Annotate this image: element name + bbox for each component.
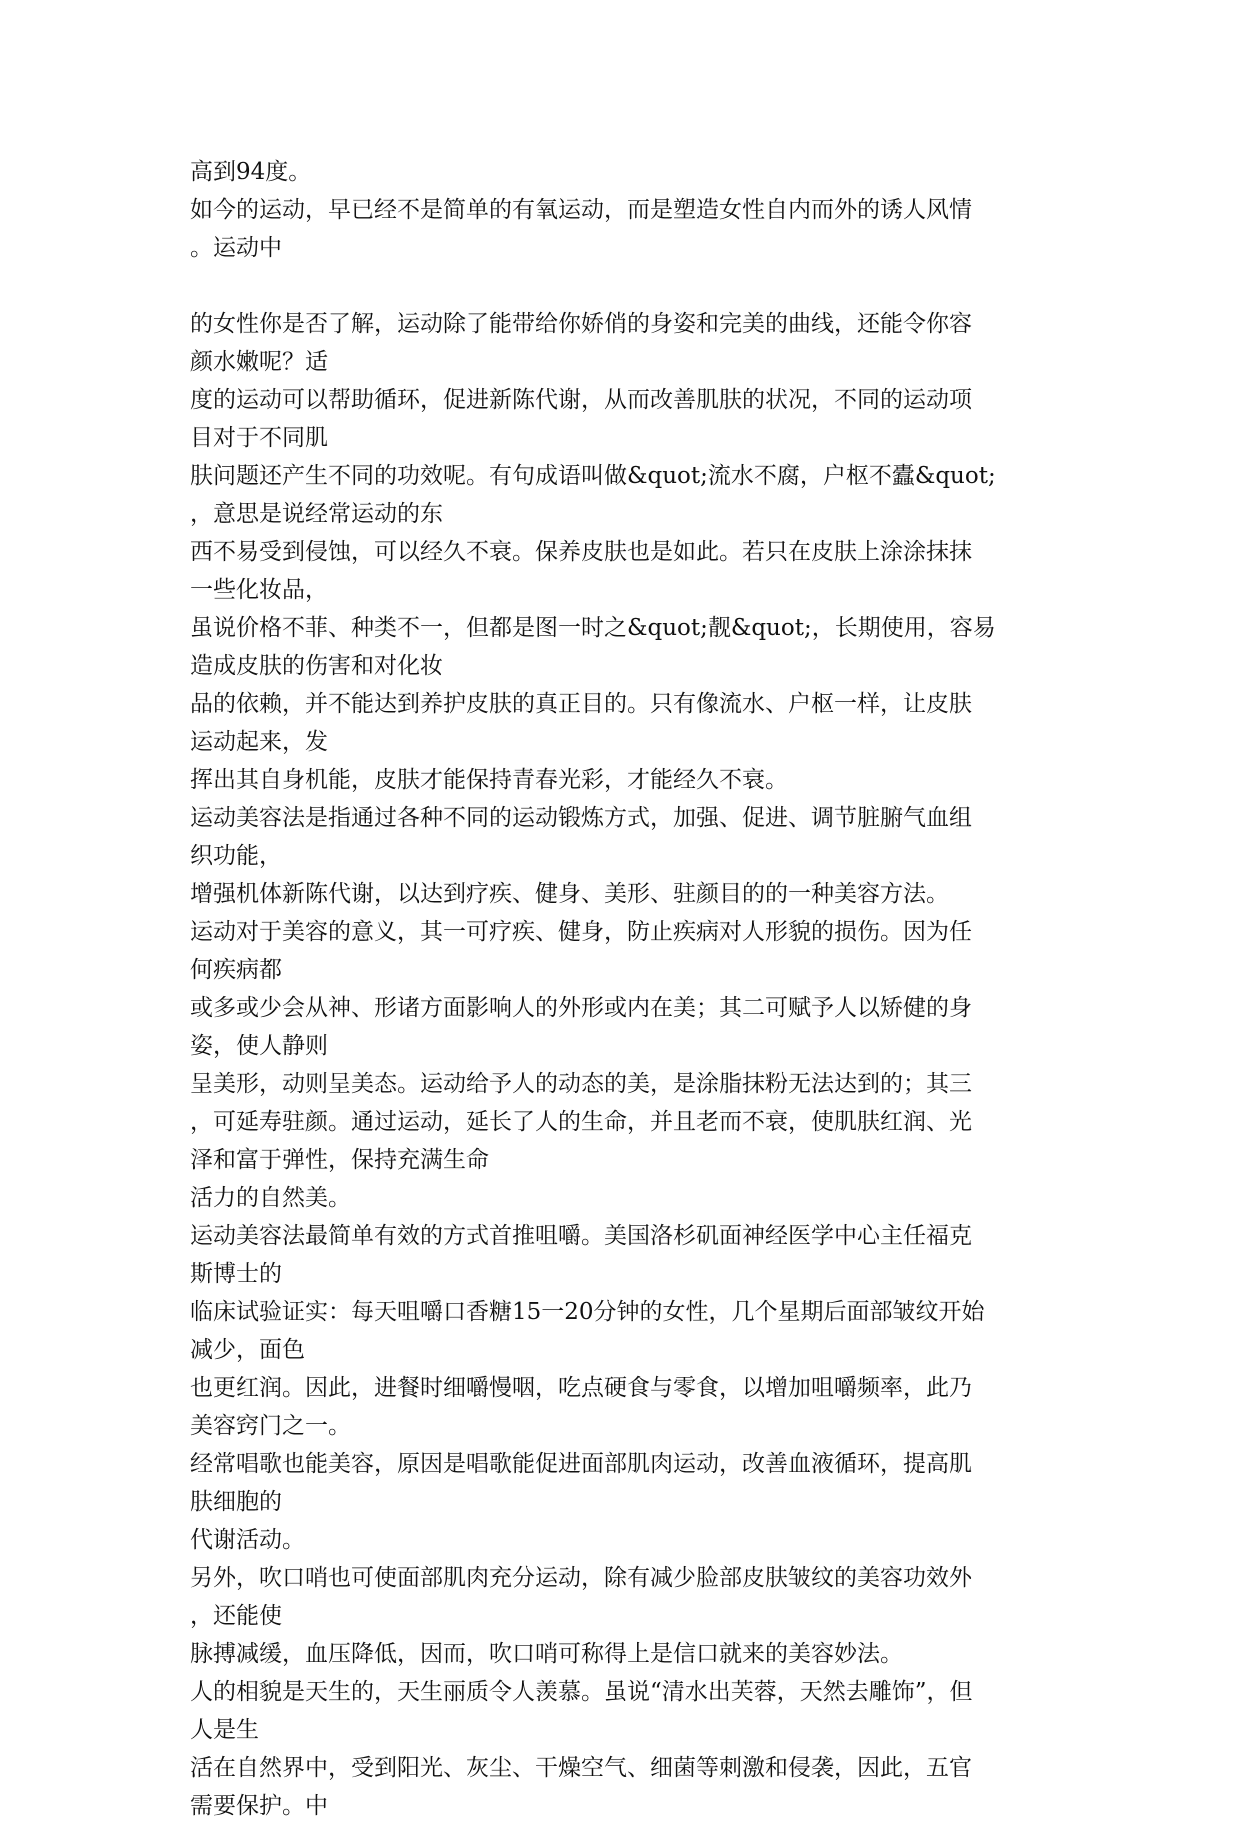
text-line: 造成皮肤的伤害和对化妆: [190, 653, 443, 679]
text-line: 。运动中: [190, 235, 282, 261]
text-line: 运动起来，发: [190, 729, 328, 755]
text-line: 脉搏减缓，血压降低，因而，吹口哨可称得上是信口就来的美容妙法。: [190, 1641, 903, 1667]
text-line: 另外，吹口哨也可使面部肌肉充分运动，除有减少脸部皮肤皱纹的美容功效外: [190, 1565, 972, 1591]
text-line: 也更红润。因此，进餐时细嚼慢咽，吃点硬食与零食，以增加咀嚼频率，此乃: [190, 1375, 972, 1401]
text-line: 一些化妆品，: [190, 577, 328, 603]
text-line: 品的依赖，并不能达到养护皮肤的真正目的。只有像流水、户枢一样，让皮肤: [190, 691, 972, 717]
text-line: ，可延寿驻颜。通过运动，延长了人的生命，并且老而不衰，使肌肤红润、光: [190, 1109, 972, 1135]
text-line: 高到94度。: [190, 159, 312, 185]
text-line: 如今的运动，早已经不是简单的有氧运动，而是塑造女性自内而外的诱人风情: [190, 197, 972, 223]
text-line: 西不易受到侵蚀，可以经久不衰。保养皮肤也是如此。若只在皮肤上涂涂抹抹: [190, 539, 972, 565]
text-line: 运动美容法是指通过各种不同的运动锻炼方式，加强、促进、调节脏腑气血组: [190, 805, 972, 831]
text-line: 临床试验证实：每天咀嚼口香糖15一20分钟的女性，几个星期后面部皱纹开始: [190, 1299, 985, 1325]
text-line: 的女性你是否了解，运动除了能带给你娇俏的身姿和完美的曲线，还能令你容: [190, 311, 972, 337]
text-line: 人是生: [190, 1717, 259, 1743]
text-line: 姿，使人静则: [190, 1033, 328, 1059]
text-line: 挥出其自身机能，皮肤才能保持青春光彩，才能经久不衰。: [190, 767, 788, 793]
text-line: 织功能，: [190, 843, 282, 869]
text-line: 或多或少会从神、形诸方面影响人的外形或内在美；其二可赋予人以矫健的身: [190, 995, 972, 1021]
text-line: ，还能使: [190, 1603, 282, 1629]
text-line: 肤细胞的: [190, 1489, 282, 1515]
text-line: 美容窍门之一。: [190, 1413, 351, 1439]
text-line: 活力的自然美。: [190, 1185, 351, 1211]
text-line: 需要保护。中: [190, 1793, 328, 1819]
text-line: 人的相貌是天生的，天生丽质令人羡慕。虽说“清水出芙蓉，天然去雕饰”，但: [190, 1679, 973, 1705]
text-line: 何疾病都: [190, 957, 282, 983]
text-line: 泽和富于弹性，保持充满生命: [190, 1147, 489, 1173]
text-line: 代谢活动。: [190, 1527, 305, 1553]
document-body-text: [190, 153, 1060, 1825]
text-line: 颜水嫩呢？适: [190, 349, 328, 375]
text-line: 度的运动可以帮助循环，促进新陈代谢，从而改善肌肤的状况，不同的运动项: [190, 387, 972, 413]
text-line: 经常唱歌也能美容，原因是唱歌能促进面部肌肉运动，改善血液循环，提高肌: [190, 1451, 972, 1477]
text-line: 肤问题还产生不同的功效呢。有句成语叫做&quot;流水不腐，户枢不蠹&quot;: [190, 463, 996, 489]
blank-line: [190, 267, 1060, 305]
text-line: 运动对于美容的意义，其一可疗疾、健身，防止疾病对人形貌的损伤。因为任: [190, 919, 972, 945]
text-line: 运动美容法最简单有效的方式首推咀嚼。美国洛杉矶面神经医学中心主任福克: [190, 1223, 972, 1249]
text-line: 活在自然界中，受到阳光、灰尘、干燥空气、细菌等刺激和侵袭，因此，五官: [190, 1755, 972, 1781]
text-line: 减少，面色: [190, 1337, 305, 1363]
text-line: ，意思是说经常运动的东: [190, 501, 443, 527]
text-line: 呈美形，动则呈美态。运动给予人的动态的美，是涂脂抹粉无法达到的；其三: [190, 1071, 972, 1097]
text-line: 增强机体新陈代谢，以达到疗疾、健身、美形、驻颜目的的一种美容方法。: [190, 881, 949, 907]
text-line: 目对于不同肌: [190, 425, 328, 451]
text-line: 斯博士的: [190, 1261, 282, 1287]
text-line: 虽说价格不菲、种类不一，但都是图一时之&quot;靓&quot;，长期使用，容易: [190, 615, 996, 641]
